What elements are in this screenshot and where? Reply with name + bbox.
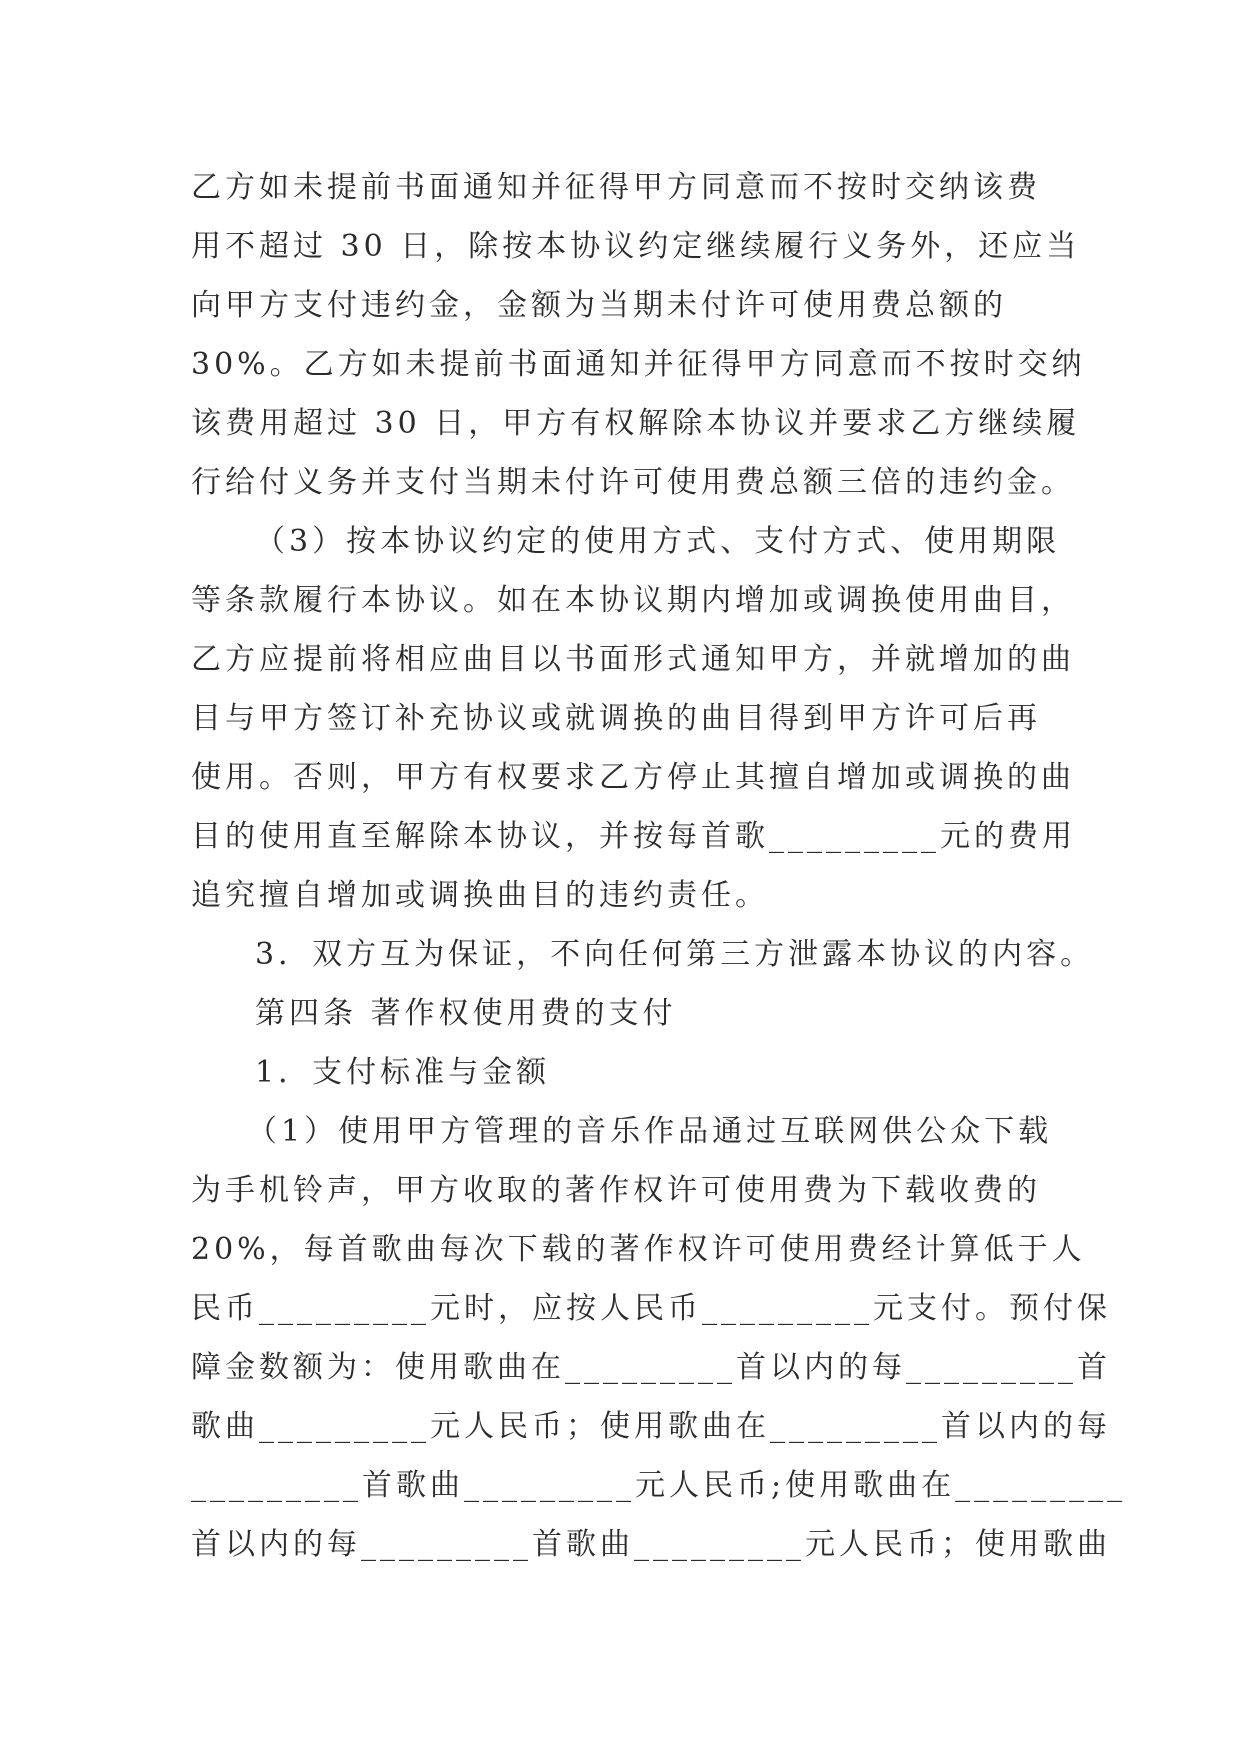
text-line: _________首歌曲_________元人民币;使用歌曲在_________ <box>191 1468 1127 1503</box>
text-line: 追究擅自增加或调换曲目的违约责任。 <box>191 878 769 913</box>
paragraph-start-line: （3）按本协议约定的使用方式、支付方式、使用期限 <box>255 524 1061 559</box>
subsection-heading: 1．支付标准与金额 <box>255 1055 551 1090</box>
section-heading: 第四条 著作权使用费的支付 <box>255 996 677 1031</box>
text-line: 歌曲_________元人民币；使用歌曲在_________首以内的每 <box>191 1409 1111 1444</box>
text-line: 行给付义务并支付当期未付许可使用费总额三倍的违约金。 <box>191 465 1075 500</box>
text-line: 首以内的每_________首歌曲_________元人民币；使用歌曲 <box>191 1527 1111 1562</box>
text-line: 目与甲方签订补充协议或就调换的曲目得到甲方许可后再 <box>191 701 1041 736</box>
text-line: 向甲方支付违约金，金额为当期未付许可使用费总额的 <box>191 288 1007 323</box>
text-line: 为手机铃声，甲方收取的著作权许可使用费为下载收费的 <box>191 1173 1041 1208</box>
text-line: 用不超过 30 日，除按本协议约定继续履行义务外，还应当 <box>191 229 1081 264</box>
text-line: 目的使用直至解除本协议，并按每首歌_________元的费用 <box>191 819 1076 854</box>
text-line: 20%，每首歌曲每次下载的著作权许可使用费经计算低于人 <box>191 1232 1086 1267</box>
text-line: 30%。乙方如未提前书面通知并征得甲方同意而不按时交纳 <box>191 347 1086 382</box>
text-line: 该费用超过 30 日，甲方有权解除本协议并要求乙方继续履 <box>191 406 1081 441</box>
text-line: 等条款履行本协议。如在本协议期内增加或调换使用曲目， <box>191 583 1075 618</box>
text-line: 使用。否则，甲方有权要求乙方停止其擅自增加或调换的曲 <box>191 760 1075 795</box>
text-line: 乙方应提前将相应曲目以书面形式通知甲方，并就增加的曲 <box>191 642 1075 677</box>
text-line: 乙方如未提前书面通知并征得甲方同意而不按时交纳该费 <box>191 170 1041 205</box>
text-line: 民币_________元时，应按人民币_________元支付。预付保 <box>191 1291 1111 1326</box>
paragraph-start-line: （1）使用甲方管理的音乐作品通过互联网供公众下载 <box>247 1114 1053 1149</box>
document-body <box>191 158 1127 1574</box>
text-line: 障金数额为：使用歌曲在_________首以内的每_________首 <box>191 1350 1111 1385</box>
paragraph-start-line: 3．双方互为保证，不向任何第三方泄露本协议的内容。 <box>255 937 1095 972</box>
